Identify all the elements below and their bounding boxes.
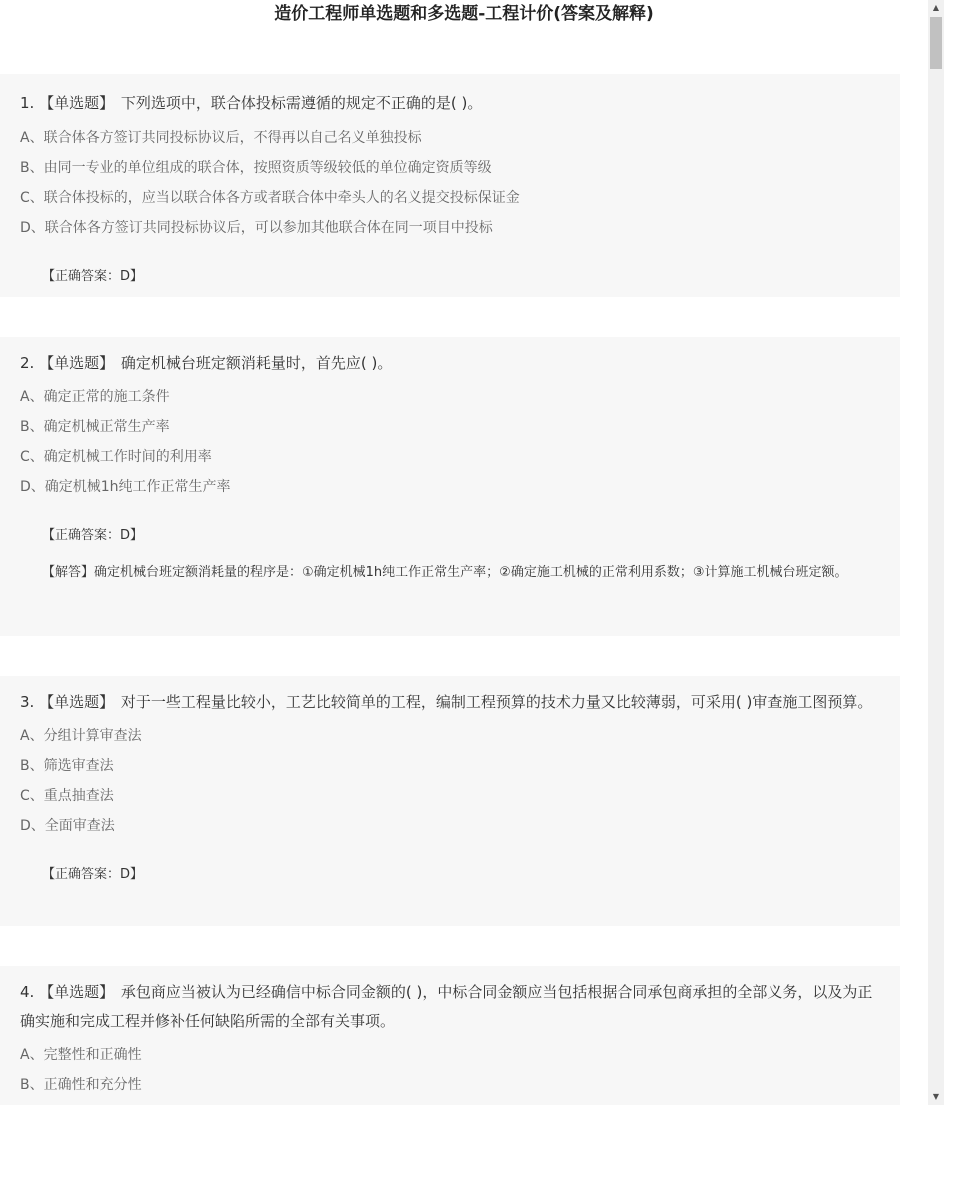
option-b[interactable]: B、确定机械正常生产率 [20, 419, 170, 435]
question-stem [20, 978, 880, 1036]
option-list [20, 721, 880, 841]
option-b[interactable]: B、由同一专业的单位组成的联合体，按照资质等级较低的单位确定资质等级 [20, 160, 492, 176]
option-list [20, 382, 880, 502]
question-type: 【单选题】 [39, 983, 115, 1001]
question-type: 【单选题】 [39, 354, 115, 372]
option-a[interactable]: A、联合体各方签订共同投标协议后，不得再以自己名义单独投标 [20, 130, 422, 146]
question-card-3 [0, 676, 900, 926]
page-title: 造价工程师单选题和多选题-工程计价(答案及解释) [274, 4, 654, 24]
answer-explanation: 【解答】确定机械台班定额消耗量的程序是：①确定机械1h纯工作正常生产率；②确定施工机械的正常利用系数；③计算施工机械台班定额。 [42, 565, 848, 580]
option-d[interactable]: D、全面审查法 [20, 818, 115, 834]
option-b[interactable]: B、正确性和充分性 [20, 1077, 142, 1093]
option-list [20, 1040, 880, 1100]
option-c[interactable]: C、重点抽查法 [20, 788, 114, 804]
option-list [20, 123, 880, 243]
question-stem [20, 89, 880, 118]
vertical-scrollbar[interactable] [928, 0, 944, 1105]
option-a[interactable]: A、分组计算审查法 [20, 728, 142, 744]
option-c[interactable]: C、确定机械工作时间的利用率 [20, 449, 212, 465]
question-card-2 [0, 337, 900, 636]
option-d[interactable]: D、联合体各方签订共同投标协议后，可以参加其他联合体在同一项目中投标 [20, 220, 493, 236]
option-c[interactable]: C、联合体投标的，应当以联合体各方或者联合体中牵头人的名义提交投标保证金 [20, 190, 520, 206]
question-type: 【单选题】 [39, 94, 115, 112]
scroll-down-arrow-icon[interactable]: ▼ [932, 1092, 940, 1101]
question-text: 承包商应当被认为已经确信中标合同金额的( )，中标合同金额应当包括根据合同承包商承担的全部义务，以及为正确实施和完成工程并修补任何缺陷所需的全部有关事项。 [20, 983, 873, 1030]
question-card-1 [0, 74, 900, 297]
option-d[interactable]: D、确定机械1h纯工作正常生产率 [20, 479, 231, 495]
question-number: 4. [20, 983, 35, 1001]
scroll-up-arrow-icon[interactable]: ▲ [932, 3, 940, 12]
option-a[interactable]: A、完整性和正确性 [20, 1047, 142, 1063]
question-number: 2. [20, 354, 35, 372]
question-text: 确定机械台班定额消耗量时，首先应( )。 [120, 354, 393, 372]
question-stem [20, 349, 880, 378]
question-card-4 [0, 966, 900, 1105]
question-type: 【单选题】 [39, 693, 115, 711]
question-number: 3. [20, 693, 35, 711]
question-stem [20, 688, 880, 717]
question-text: 对于一些工程量比较小，工艺比较简单的工程，编制工程预算的技术力量又比较薄弱，可采用( )审查施工图预算。 [120, 693, 873, 711]
correct-answer: 【正确答案：D】 [42, 528, 144, 543]
correct-answer: 【正确答案：D】 [42, 867, 144, 882]
option-a[interactable]: A、确定正常的施工条件 [20, 389, 170, 405]
scrollbar-thumb[interactable] [930, 17, 942, 69]
question-text: 下列选项中，联合体投标需遵循的规定不正确的是( )。 [120, 94, 483, 112]
option-b[interactable]: B、筛选审查法 [20, 758, 114, 774]
correct-answer: 【正确答案：D】 [42, 269, 144, 284]
question-number: 1. [20, 94, 35, 112]
